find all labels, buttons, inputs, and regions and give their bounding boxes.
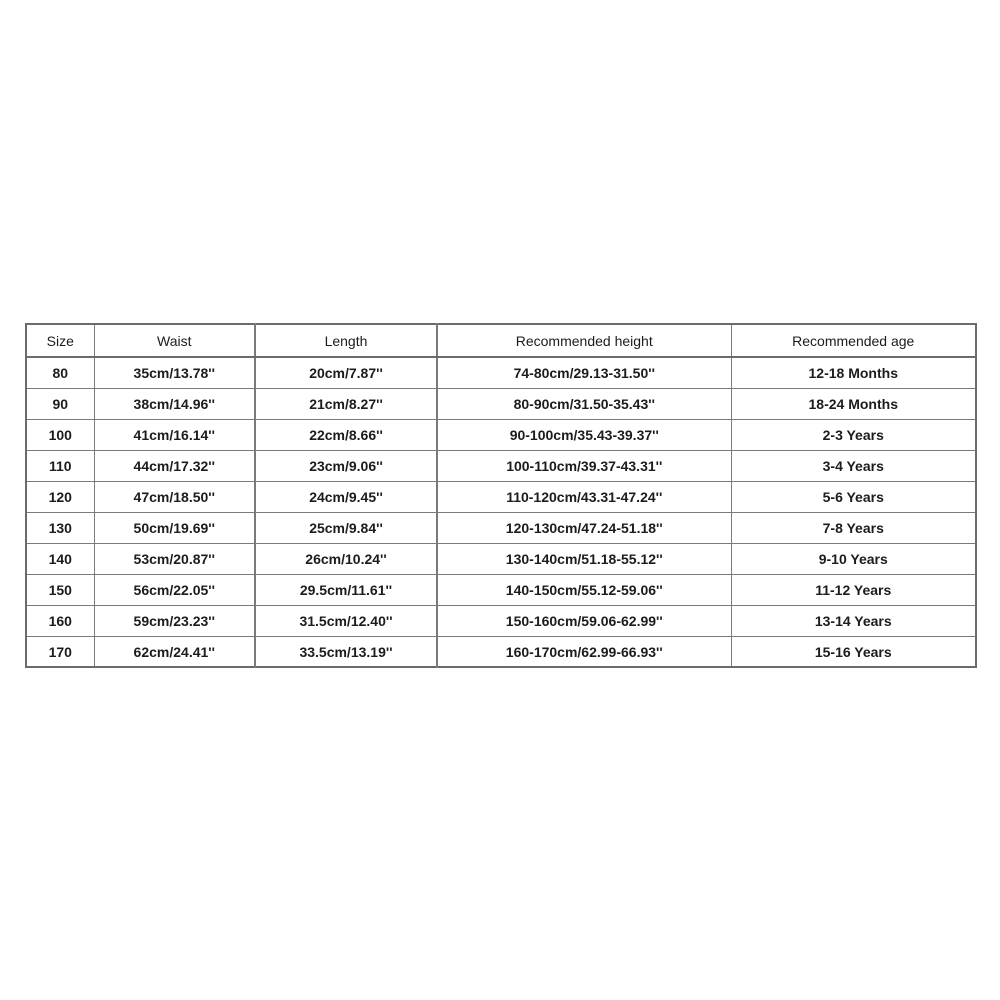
cell-length: 26cm/10.24'': [255, 544, 437, 575]
cell-age: 7-8 Years: [731, 513, 976, 544]
cell-height: 110-120cm/43.31-47.24'': [437, 482, 731, 513]
cell-height: 160-170cm/62.99-66.93'': [437, 637, 731, 668]
cell-waist: 44cm/17.32'': [94, 451, 255, 482]
cell-age: 5-6 Years: [731, 482, 976, 513]
cell-age: 2-3 Years: [731, 420, 976, 451]
cell-size: 130: [26, 513, 94, 544]
table-row: [26, 637, 976, 668]
table-row: [26, 575, 976, 606]
cell-height: 90-100cm/35.43-39.37'': [437, 420, 731, 451]
header-recommended-height: Recommended height: [437, 324, 731, 357]
cell-waist: 56cm/22.05'': [94, 575, 255, 606]
cell-size: 160: [26, 606, 94, 637]
cell-height: 120-130cm/47.24-51.18'': [437, 513, 731, 544]
cell-age: 13-14 Years: [731, 606, 976, 637]
cell-waist: 62cm/24.41'': [94, 637, 255, 668]
table-row: [26, 420, 976, 451]
cell-height: 74-80cm/29.13-31.50'': [437, 357, 731, 389]
cell-age: 3-4 Years: [731, 451, 976, 482]
header-waist: Waist: [94, 324, 255, 357]
cell-size: 120: [26, 482, 94, 513]
size-chart-body: [26, 357, 976, 667]
cell-age: 18-24 Months: [731, 389, 976, 420]
cell-waist: 47cm/18.50'': [94, 482, 255, 513]
size-chart-table: [25, 323, 977, 668]
cell-length: 31.5cm/12.40'': [255, 606, 437, 637]
size-chart-header: [26, 324, 976, 357]
cell-length: 33.5cm/13.19'': [255, 637, 437, 668]
header-length: Length: [255, 324, 437, 357]
cell-waist: 38cm/14.96'': [94, 389, 255, 420]
cell-age: 9-10 Years: [731, 544, 976, 575]
cell-height: 80-90cm/31.50-35.43'': [437, 389, 731, 420]
cell-length: 23cm/9.06'': [255, 451, 437, 482]
cell-size: 140: [26, 544, 94, 575]
cell-length: 21cm/8.27'': [255, 389, 437, 420]
cell-waist: 50cm/19.69'': [94, 513, 255, 544]
cell-size: 90: [26, 389, 94, 420]
cell-height: 100-110cm/39.37-43.31'': [437, 451, 731, 482]
cell-waist: 53cm/20.87'': [94, 544, 255, 575]
cell-age: 12-18 Months: [731, 357, 976, 389]
cell-waist: 35cm/13.78'': [94, 357, 255, 389]
header-recommended-age: Recommended age: [731, 324, 976, 357]
table-row: [26, 357, 976, 389]
cell-size: 100: [26, 420, 94, 451]
cell-length: 22cm/8.66'': [255, 420, 437, 451]
table-row: [26, 451, 976, 482]
cell-waist: 59cm/23.23'': [94, 606, 255, 637]
table-row: [26, 389, 976, 420]
cell-height: 150-160cm/59.06-62.99'': [437, 606, 731, 637]
cell-length: 20cm/7.87'': [255, 357, 437, 389]
header-row: [26, 324, 976, 357]
cell-size: 80: [26, 357, 94, 389]
table-row: [26, 544, 976, 575]
cell-length: 25cm/9.84'': [255, 513, 437, 544]
table-row: [26, 606, 976, 637]
table-row: [26, 482, 976, 513]
cell-size: 110: [26, 451, 94, 482]
cell-length: 29.5cm/11.61'': [255, 575, 437, 606]
table-row: [26, 513, 976, 544]
cell-length: 24cm/9.45'': [255, 482, 437, 513]
cell-size: 150: [26, 575, 94, 606]
cell-age: 15-16 Years: [731, 637, 976, 668]
cell-size: 170: [26, 637, 94, 668]
cell-waist: 41cm/16.14'': [94, 420, 255, 451]
cell-age: 11-12 Years: [731, 575, 976, 606]
cell-height: 140-150cm/55.12-59.06'': [437, 575, 731, 606]
header-size: Size: [26, 324, 94, 357]
cell-height: 130-140cm/51.18-55.12'': [437, 544, 731, 575]
